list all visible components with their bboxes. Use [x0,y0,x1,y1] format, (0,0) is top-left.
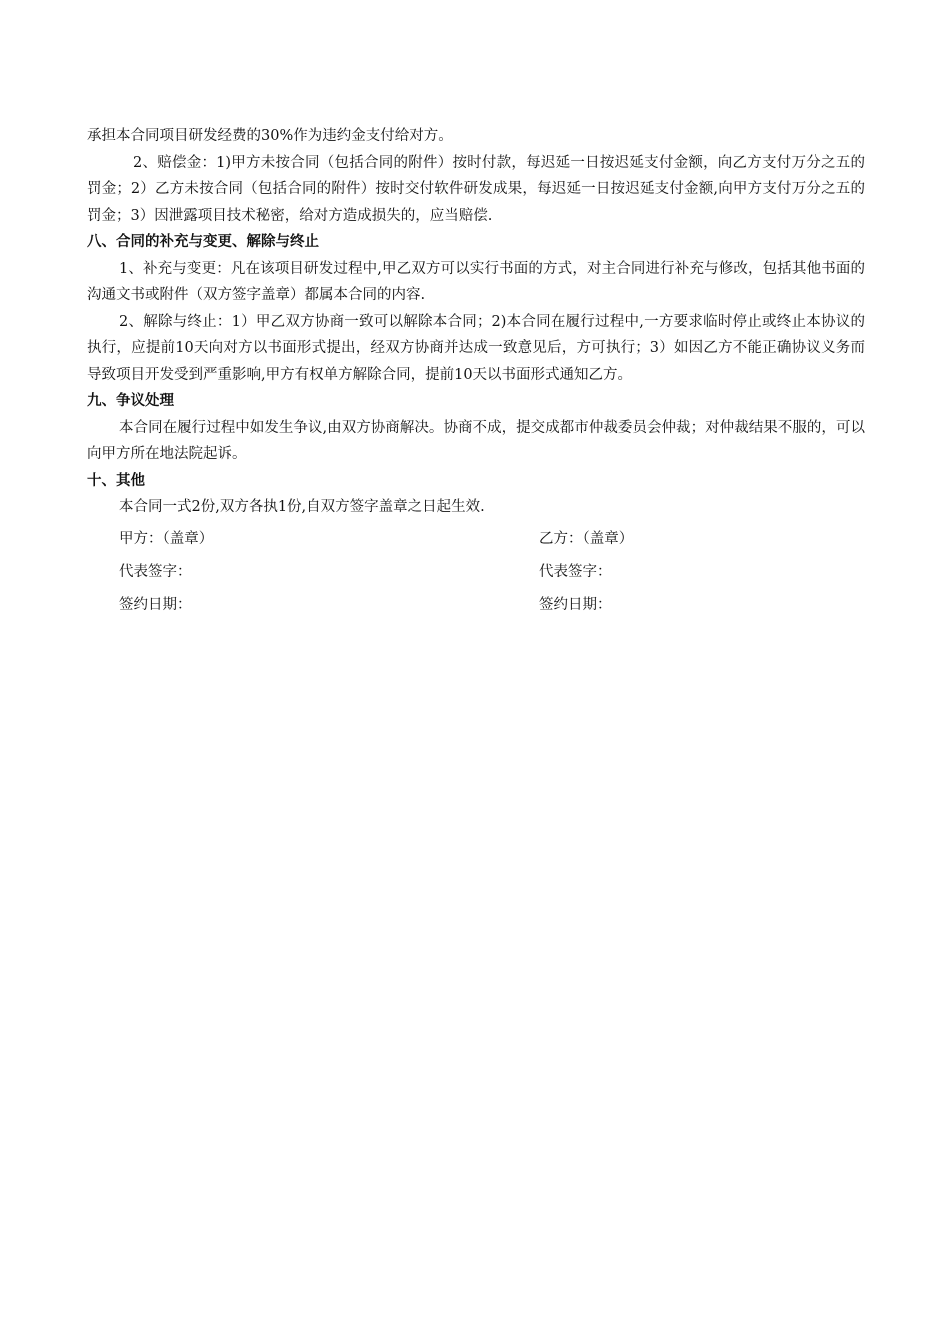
signature-block [87,523,865,622]
dispute-paragraph: 本合同在履行过程中如发生争议,由双方协商解决。协商不成，提交成都市仲裁委员会仲裁；对仲裁结果不服的，可以向甲方所在地法院起诉。 [87,419,865,462]
compensation-paragraph: 2、赔偿金：1)甲方未按合同（包括合同的附件）按时付款，每迟延一日按迟延支付金额，向乙方支付万分之五的罚金；2）乙方未按合同（包括合同的附件）按时交付软件研发成果，每迟延一日按迟延支付金额,向甲方支付万分之五的罚金；3）因泄露项目技术秘密，给对方造成损失的，应当赔偿. [87,154,865,224]
party-b-rep-label: 代表签字： [539,563,612,580]
signature-row-rep [87,556,865,589]
contract-body [87,123,865,622]
party-a-date-label: 签约日期： [119,596,192,613]
termination-paragraph: 2、解除与终止：1）甲乙双方协商一致可以解除本合同；2)本合同在履行过程中,一方要求临时停止或终止本协议的执行，应提前10天向对方以书面形式提出，经双方协商并达成一致意见后，方可执行；3）如因乙方不能正确协议义务而导致项目开发受到严重影响,甲方有权单方解除合同，提前10天以书面形式通知乙方。 [87,313,865,383]
section-10-heading: 十、其他 [87,472,145,489]
signature-row-seal [87,523,865,556]
penalty-paragraph-tail: 承担本合同项目研发经费的30%作为违约金支付给对方。 [87,128,453,144]
party-a-rep-label: 代表签字： [119,563,192,580]
section-9-heading: 九、争议处理 [87,393,174,409]
party-a-seal-label: 甲方：（盖章） [119,530,214,547]
supplement-paragraph: 1、补充与变更：凡在该项目研发过程中,甲乙双方可以实行书面的方式，对主合同进行补充与修改，包括其他书面的沟通文书或附件（双方签字盖章）都属本合同的内容. [87,260,865,303]
copies-paragraph: 本合同一式2份,双方各执1份,自双方签字盖章之日起生效. [119,499,485,515]
signature-row-date [87,589,865,622]
party-b-seal-label: 乙方：（盖章） [539,530,634,547]
section-8-heading: 八、合同的补充与变更、解除与终止 [87,234,319,250]
party-b-date-label: 签约日期： [539,596,612,613]
